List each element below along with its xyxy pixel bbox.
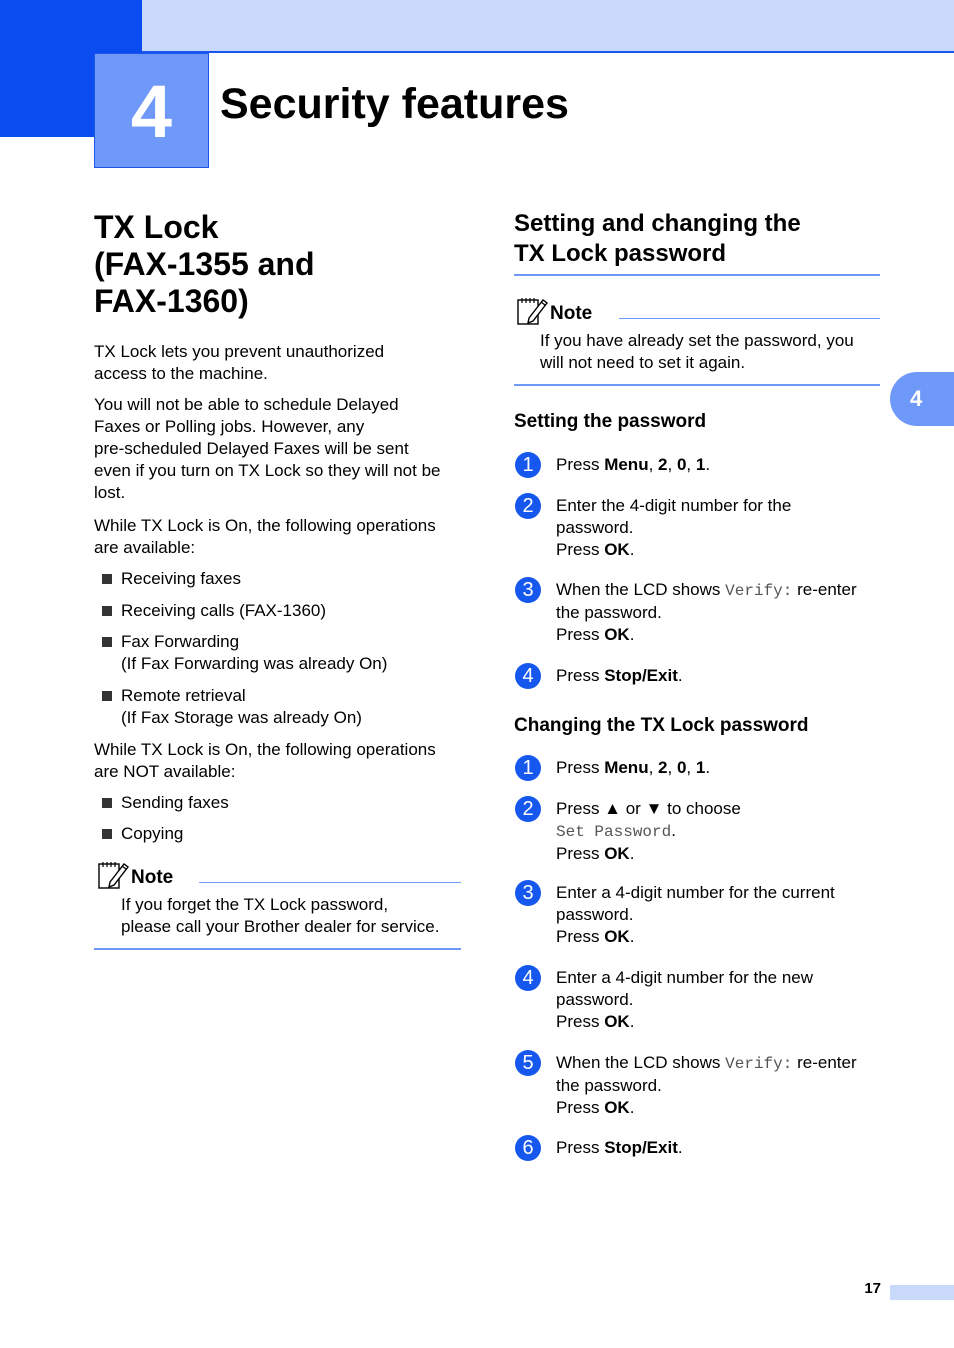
step-number-icon: 2: [515, 796, 541, 822]
paragraph-available: While TX Lock is On, the following operations are available:: [94, 516, 436, 557]
section-heading-tx-lock: TX Lock (FAX-1355 and FAX-1360): [94, 209, 315, 319]
step-text: Press ▲ or ▼ to choose Set Password. Press OK.: [556, 799, 741, 863]
header-band: [0, 0, 954, 52]
step-text: Press Menu, 2, 0, 1.: [556, 455, 711, 474]
step-number-icon: 1: [515, 755, 541, 781]
step-number-icon: 3: [515, 880, 541, 906]
note-text: If you forget the TX Lock password, please call your Brother dealer for service.: [121, 895, 440, 936]
subheading-changing: Changing the TX Lock password: [514, 715, 809, 736]
note-label: Note: [550, 303, 593, 324]
paragraph-intro: TX Lock lets you prevent unauthorized access to the machine.: [94, 342, 385, 383]
step-number-icon: 2: [515, 493, 541, 519]
section-heading-setting-changing: Setting and changing the TX Lock password: [514, 210, 801, 267]
step-number-icon: 1: [515, 452, 541, 478]
note-text: If you have already set the password, you will not need to set it again.: [540, 331, 854, 372]
step-number-icon: 3: [515, 577, 541, 603]
step-number-icon: 4: [515, 965, 541, 991]
paragraph-delayed: You will not be able to schedule Delayed Faxes or Polling jobs. However, any pre-scheduled Delayed Faxes will be sent even if you turn on TX Lock so they will not be lost.: [94, 395, 441, 502]
step-text: Press Stop/Exit.: [556, 1138, 683, 1157]
note-pencil-icon: [97, 860, 129, 890]
bullet-square-icon: [102, 574, 112, 584]
step-number-icon: 4: [515, 663, 541, 689]
chapter-number: 4: [94, 53, 209, 168]
step-number-icon: 5: [515, 1050, 541, 1076]
bullet-square-icon: [102, 606, 112, 616]
note-pencil-icon: [516, 296, 548, 326]
bullet-square-icon: [102, 829, 112, 839]
step-text: Press Stop/Exit.: [556, 666, 683, 685]
bullet-square-icon: [102, 637, 112, 647]
step-text: When the LCD shows Verify: re-enter the password. Press OK.: [556, 1053, 857, 1117]
bullet-square-icon: [102, 798, 112, 808]
step-text: When the LCD shows Verify: re-enter the password. Press OK.: [556, 580, 857, 644]
note-divider: [619, 318, 880, 319]
header-rule: [140, 51, 954, 53]
step-number-icon: 6: [515, 1135, 541, 1161]
chapter-tab[interactable]: 4: [890, 372, 954, 426]
step-text: Enter a 4-digit number for the current password. Press OK.: [556, 883, 835, 946]
step-text: Enter the 4-digit number for the password. Press OK.: [556, 496, 792, 559]
note-divider: [199, 882, 461, 883]
bullet-square-icon: [102, 691, 112, 701]
step-text: Press Menu, 2, 0, 1.: [556, 758, 711, 777]
note-bottom-rule: [514, 384, 880, 386]
note-bottom-rule: [94, 948, 461, 950]
subheading-setting: Setting the password: [514, 411, 707, 432]
heading-rule: [514, 274, 880, 276]
step-text: Enter a 4-digit number for the new password. Press OK.: [556, 968, 814, 1031]
note-label: Note: [131, 867, 174, 888]
footer-band: [890, 1285, 954, 1300]
chapter-title: Security features: [220, 80, 569, 128]
page-number: 17: [864, 1280, 881, 1297]
paragraph-not-available: While TX Lock is On, the following operations are NOT available:: [94, 740, 436, 781]
